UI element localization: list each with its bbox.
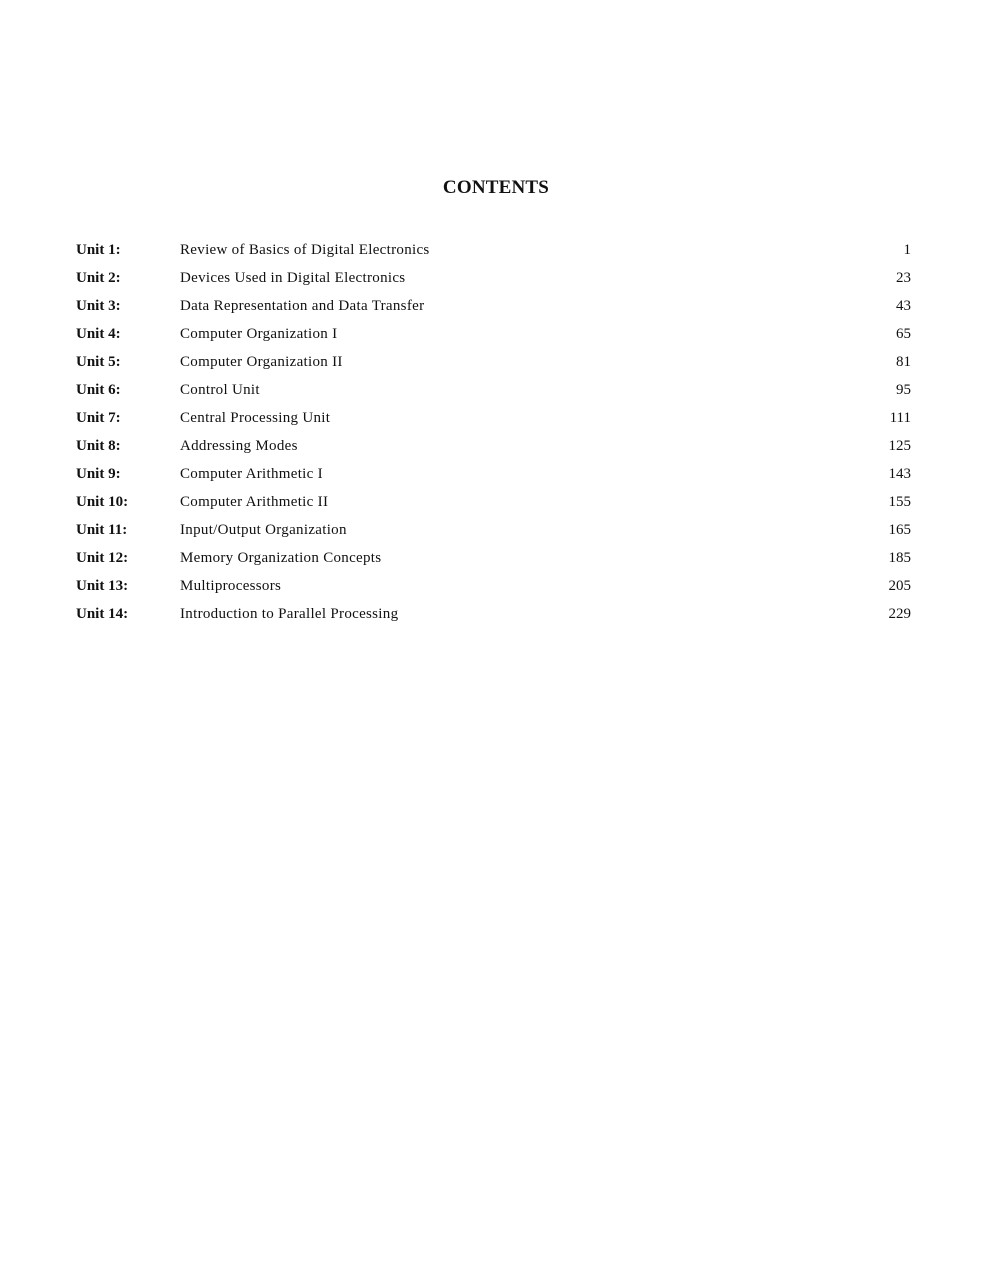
page-number: 205 — [888, 578, 911, 594]
unit-label: Unit 13: — [76, 578, 129, 594]
unit-label: Unit 9: — [76, 466, 121, 482]
unit-label: Unit 11: — [76, 522, 128, 538]
toc-entry — [76, 460, 911, 488]
unit-label: Unit 14: — [76, 606, 129, 622]
unit-title: Control Unit — [180, 382, 260, 398]
toc-entry — [76, 320, 911, 348]
toc-entry — [76, 376, 911, 404]
toc-entry — [76, 236, 911, 264]
toc-entry — [76, 348, 911, 376]
unit-title: Memory Organization Concepts — [180, 550, 382, 566]
unit-label: Unit 8: — [76, 438, 121, 454]
unit-label: Unit 12: — [76, 550, 129, 566]
unit-title: Introduction to Parallel Processing — [180, 606, 399, 622]
unit-label: Unit 2: — [76, 270, 121, 286]
unit-title: Multiprocessors — [180, 578, 282, 594]
toc-entry — [76, 488, 911, 516]
toc-entry — [76, 404, 911, 432]
toc-entry — [76, 600, 911, 628]
unit-label: Unit 5: — [76, 354, 121, 370]
toc-entry — [76, 516, 911, 544]
unit-label: Unit 6: — [76, 382, 121, 398]
unit-title: Devices Used in Digital Electronics — [180, 270, 406, 286]
page-number: 125 — [888, 438, 911, 454]
unit-label: Unit 7: — [76, 410, 121, 426]
unit-label: Unit 3: — [76, 298, 121, 314]
toc-entry — [76, 264, 911, 292]
page-number: 65 — [896, 326, 911, 342]
page-title: CONTENTS — [442, 177, 550, 198]
unit-title: Computer Arithmetic II — [180, 494, 329, 510]
toc-entry — [76, 432, 911, 460]
page-number: 165 — [888, 522, 911, 538]
toc-entry — [76, 544, 911, 572]
page-number: 155 — [888, 494, 911, 510]
unit-label: Unit 10: — [76, 494, 129, 510]
page-number: 81 — [896, 354, 911, 370]
page-number: 95 — [896, 382, 911, 398]
toc-entry — [76, 292, 911, 320]
unit-title: Computer Organization II — [180, 354, 343, 370]
page-number: 143 — [888, 466, 911, 482]
page-number: 43 — [896, 298, 911, 314]
unit-title: Review of Basics of Digital Electronics — [180, 242, 430, 258]
unit-label: Unit 4: — [76, 326, 121, 342]
page-number: 23 — [896, 270, 911, 286]
toc-entry — [76, 572, 911, 600]
page-number: 229 — [888, 606, 911, 622]
unit-title: Computer Organization I — [180, 326, 338, 342]
unit-title: Input/Output Organization — [180, 522, 347, 538]
table-of-contents — [76, 236, 911, 628]
unit-title: Data Representation and Data Transfer — [180, 298, 425, 314]
page-number: 1 — [903, 242, 911, 258]
unit-title: Addressing Modes — [180, 438, 298, 454]
page-number: 185 — [888, 550, 911, 566]
unit-label: Unit 1: — [76, 242, 121, 258]
unit-title: Central Processing Unit — [180, 410, 331, 426]
page-number: 111 — [889, 410, 911, 426]
unit-title: Computer Arithmetic I — [180, 466, 323, 482]
